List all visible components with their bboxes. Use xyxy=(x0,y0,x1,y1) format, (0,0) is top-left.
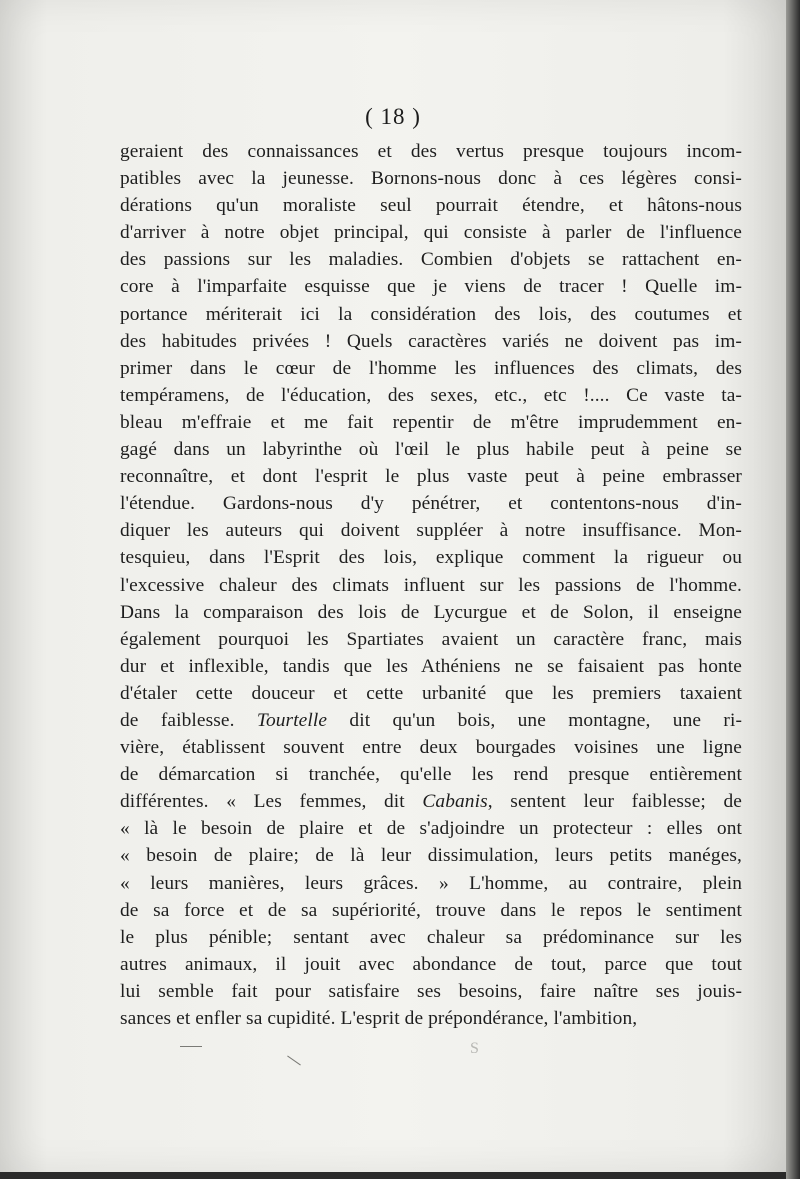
text-line: tempéramens, de l'éducation, des sexes, etc., etc !.... Ce vaste ta- xyxy=(120,384,742,406)
text-line: différentes. « Les femmes, dit Cabanis, sentent leur faiblesse; de xyxy=(120,791,742,813)
text-line: bleau m'effraie et me fait repentir de m'être imprudemment en- xyxy=(120,411,742,433)
text-line: également pourquoi les Spartiates avaient un caractère franc, mais xyxy=(120,628,742,650)
text-line: portance mériterait ici la considération des lois, des coutumes et xyxy=(120,303,742,325)
text-line: l'excessive chaleur des climats influent sur les passions de l'homme. xyxy=(120,574,742,596)
text-line: « besoin de plaire; de là leur dissimulation, leurs petits manéges, xyxy=(120,845,742,867)
bleed-through-mark: S xyxy=(470,1040,479,1057)
text-line: dérations qu'un moraliste seul pourrait étendre, et hâtons-nous xyxy=(120,195,742,217)
text-line: dur et inflexible, tandis que les Athéniens ne se faisaient pas honte xyxy=(120,655,742,677)
text-line: geraient des connaissances et des vertus presque toujours incom- xyxy=(120,141,742,162)
text-line: de démarcation si tranchée, qu'elle les rend presque entièrement xyxy=(120,764,742,786)
page-number: ( 18 ) xyxy=(365,104,421,129)
ink-mark xyxy=(287,1056,301,1066)
text-line: l'étendue. Gardons-nous d'y pénétrer, et contentons-nous d'in- xyxy=(120,493,742,515)
text-line: patibles avec la jeunesse. Bornons-nous donc à ces légères consi- xyxy=(120,168,742,190)
text-line: core à l'imparfaite esquisse que je viens de tracer ! Quelle im- xyxy=(120,276,742,298)
text-line: des passions sur les maladies. Combien d'objets se rattachent en- xyxy=(120,249,742,271)
text-line: gagé dans un labyrinthe où l'œil le plus habile peut à peine se xyxy=(120,439,742,461)
ink-dash xyxy=(180,1046,202,1047)
author-name: Tourtelle xyxy=(256,709,328,731)
text-line: autres animaux, il jouit avec abondance de tout, parce que tout xyxy=(120,953,742,975)
text-line: le plus pénible; sentant avec chaleur sa prédominance sur les xyxy=(120,926,742,948)
text-line: de sa force et de sa supériorité, trouve dans le repos le sentiment xyxy=(120,899,742,921)
text-line: diquer les auteurs qui doivent suppléer à notre insuffisance. Mon- xyxy=(120,520,742,542)
text-line: des habitudes privées ! Quels caractères variés ne doivent pas im- xyxy=(120,330,742,352)
text-line: Dans la comparaison des lois de Lycurgue et de Solon, il enseigne xyxy=(120,601,742,623)
author-name: Cabanis xyxy=(422,791,488,813)
text-line: de faiblesse. Tourtelle dit qu'un bois, une montagne, une ri- xyxy=(120,709,742,731)
text-line: d'arriver à notre objet principal, qui consiste à parler de l'influence xyxy=(120,222,742,244)
body-text xyxy=(120,138,742,1032)
text-line: « là le besoin de plaire et de s'adjoindre un protecteur : elles ont xyxy=(120,818,742,840)
text-line: reconnaître, et dont l'esprit le plus vaste peut à peine embrasser xyxy=(120,466,742,488)
text-line: lui semble fait pour satisfaire ses besoins, faire naître ses jouis- xyxy=(120,980,742,1002)
text-line: d'étaler cette douceur et cette urbanité que les premiers taxaient xyxy=(120,682,742,704)
text-line: vière, établissent souvent entre deux bourgades voisines une ligne xyxy=(120,737,742,759)
text-line: « leurs manières, leurs grâces. » L'homme, au contraire, plein xyxy=(120,872,742,894)
text-line: sances et enfler sa cupidité. L'esprit de prépondérance, l'ambition, xyxy=(120,1008,638,1029)
text-line: primer dans le cœur de l'homme les influences des climats, des xyxy=(120,357,742,379)
page-edge-shadow xyxy=(786,0,800,1179)
text-line: tesquieu, dans l'Esprit des lois, explique comment la rigueur ou xyxy=(120,547,742,569)
